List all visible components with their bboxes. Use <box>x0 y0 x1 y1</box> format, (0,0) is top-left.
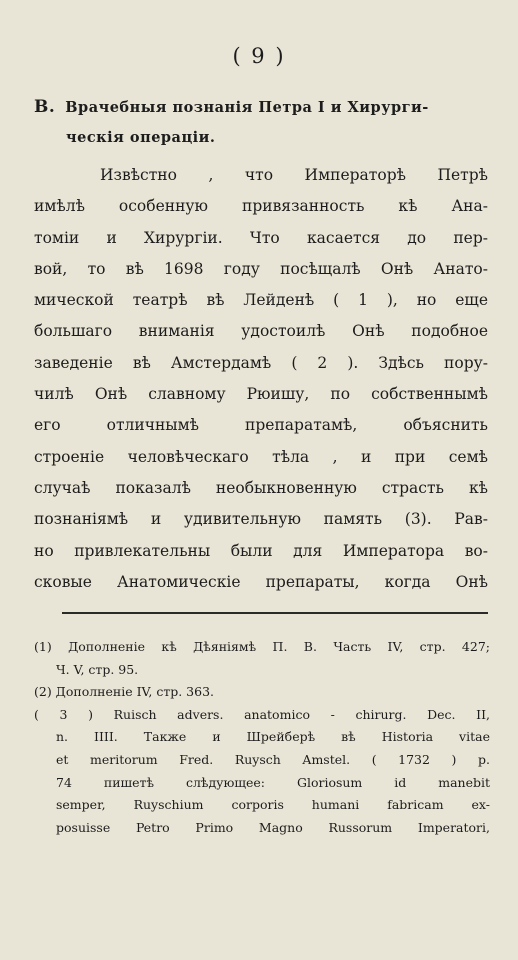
body-line: случаѣ показалѣ необыкновенную страсть кѣ <box>34 478 488 497</box>
body-line: имѣлѣ особенную привязанность кѣ Ана- <box>34 197 488 216</box>
section-title-part-2: ческія операціи. <box>66 129 216 146</box>
footnote-line: 74 пишетѣ слѣдующее: Gloriosum id manebit <box>56 774 490 790</box>
body-line: Извѣстно , что Императорѣ Петрѣ <box>100 166 488 184</box>
footnote-line: semper, Ruyschium corporis humani fabricam ex- <box>56 797 490 813</box>
section-title-part-1: Врачебныя познанія Петра I и Хирурги- <box>65 99 429 116</box>
footnote-line: (1) Дополненіе кѣ Дѣяніямѣ П. В. Часть IV, стр. 427; <box>34 639 490 654</box>
footnotes <box>34 636 490 839</box>
footnote-line: Ч. V, стр. 95. <box>56 661 139 677</box>
body-line: чилѣ Онѣ славному Рюишу, по собственнымѣ <box>34 385 488 404</box>
body-line: познаніямѣ и удивительную память (3). Рав- <box>34 510 488 529</box>
body-line: большаго вниманія удостоилѣ Онѣ подобное <box>34 322 488 341</box>
body-line: сковые Анатомическіе препараты, когда Онѣ <box>34 572 488 591</box>
footnote-divider <box>62 612 488 614</box>
body-line: строеніе человѣческаго тѣла , и при семѣ <box>34 447 488 466</box>
footnote-line: n. IIII. Также и Шрейберѣ вѣ Historia vitae <box>56 729 490 745</box>
section-letter: В. <box>34 97 56 117</box>
body-line: заведеніе вѣ Амстердамѣ ( 2 ). Здѣсь пору- <box>34 353 488 372</box>
footnote-line: posuisse Petro Primo Magno Russorum Imperatori, <box>56 819 490 835</box>
section-heading-line-1 <box>34 92 490 123</box>
section-heading <box>34 92 490 153</box>
footnote-line: (2) Дополненіе IV, стр. 363. <box>34 684 215 700</box>
page-number: ( 9 ) <box>232 44 286 68</box>
body-paragraph <box>34 160 488 598</box>
footnote-line: et meritorum Fred. Ruysch Amstel. ( 1732 ) p. <box>56 751 490 767</box>
body-line: но привлекательны были для Императора во- <box>34 541 488 560</box>
body-line: томіи и Хирургіи. Что касается до пер- <box>34 228 488 247</box>
footnote-line: ( 3 ) Ruisch advers. anatomico - chirurg. Dec. II, <box>34 706 490 722</box>
body-line: мической театрѣ вѣ Лейденѣ ( 1 ), но еще <box>34 291 488 310</box>
body-line: вой, то вѣ 1698 году посѣщалѣ Онѣ Анато- <box>34 259 488 278</box>
body-line: его отличнымѣ препаратамѣ, объяснить <box>34 416 488 435</box>
